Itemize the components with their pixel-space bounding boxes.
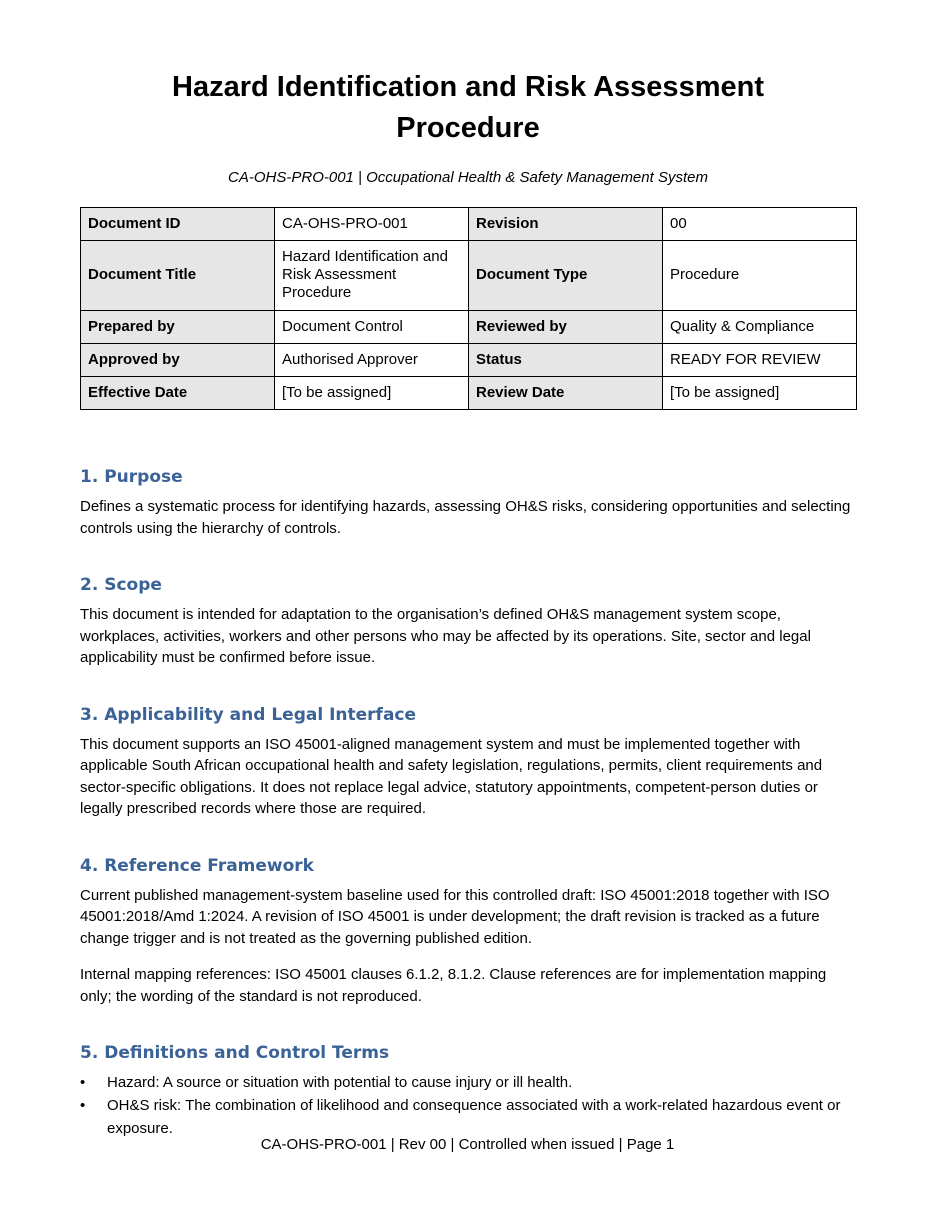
section-reference-framework xyxy=(80,855,856,1008)
section-definitions xyxy=(80,1042,856,1140)
section-paragraph: This document is intended for adaptation to the organisation’s defined OH&S management system scope, workplaces, activities, workers and other persons who may be affected by its operations. Site, sector and legal applicability must be confirmed before issue. xyxy=(80,606,811,666)
document-title-line-1: Hazard Identification and Risk Assessment xyxy=(172,71,764,103)
metadata-label: Status xyxy=(469,344,663,377)
definition-text: OH&S risk: The combination of likelihood and consequence associated with a work-related hazardous event or exposure. xyxy=(107,1097,841,1137)
document-title xyxy=(80,67,856,149)
section-scope xyxy=(80,574,856,669)
metadata-label: Document Title xyxy=(81,241,275,311)
metadata-label: Effective Date xyxy=(81,377,275,410)
section-applicability xyxy=(80,704,856,820)
metadata-label: Revision xyxy=(469,208,663,241)
section-heading: 2. Scope xyxy=(80,575,162,595)
section-paragraph: Defines a systematic process for identifying hazards, assessing OH&S risks, considering opportunities and selecting controls using the hierarchy of controls. xyxy=(80,498,851,537)
metadata-row-document-id xyxy=(81,208,857,241)
metadata-value: 00 xyxy=(663,208,857,241)
status-value: READY FOR REVIEW xyxy=(663,344,857,377)
metadata-label: Reviewed by xyxy=(469,311,663,344)
definition-text: Hazard: A source or situation with potential to cause injury or ill health. xyxy=(107,1074,573,1091)
metadata-row-prepared-by xyxy=(81,311,857,344)
document-title-line-2: Procedure xyxy=(396,112,540,144)
section-heading: 3. Applicability and Legal Interface xyxy=(80,704,417,725)
definitions-list xyxy=(80,1071,856,1140)
metadata-value: Authorised Approver xyxy=(275,344,469,377)
metadata-label: Prepared by xyxy=(81,311,275,344)
metadata-value: CA-OHS-PRO-001 xyxy=(275,208,469,241)
metadata-value: Hazard Identification and Risk Assessment Procedure xyxy=(275,241,469,311)
list-item xyxy=(80,1094,856,1140)
section-heading: 5. Definitions and Control Terms xyxy=(80,1043,390,1063)
section-purpose xyxy=(80,466,856,539)
section-heading: 1. Purpose xyxy=(80,467,183,487)
document-metadata-table xyxy=(80,207,857,410)
document-page xyxy=(80,0,856,1140)
metadata-value: Document Control xyxy=(275,311,469,344)
section-heading: 4. Reference Framework xyxy=(80,855,314,876)
section-paragraph: Current published management-system baseline used for this controlled draft: ISO 45001:2018 together with ISO 45001:2018/Amd 1:2024. A revision of ISO 45001 is under development; the draft revision is tracked as a future change trigger and is not treated as the governing published edition. xyxy=(80,886,830,947)
metadata-label: Approved by xyxy=(81,344,275,377)
metadata-row-document-title xyxy=(81,241,857,311)
bullet-icon: • xyxy=(80,1097,86,1114)
metadata-row-effective-date xyxy=(81,377,857,410)
bullet-icon: • xyxy=(80,1074,86,1091)
document-subtitle: CA-OHS-PRO-001 | Occupational Health & Safety Management System xyxy=(228,169,708,186)
metadata-label: Document Type xyxy=(469,241,663,311)
metadata-value: [To be assigned] xyxy=(663,377,857,410)
metadata-row-approved-by xyxy=(81,344,857,377)
metadata-value: Quality & Compliance xyxy=(663,311,857,344)
section-paragraph: Internal mapping references: ISO 45001 clauses 6.1.2, 8.1.2. Clause references are for implementation mapping only; the wording of the standard is not reproduced. xyxy=(80,966,827,1005)
metadata-label: Review Date xyxy=(469,377,663,410)
metadata-value: [To be assigned] xyxy=(275,377,469,410)
metadata-value: Procedure xyxy=(663,241,857,311)
list-item xyxy=(80,1071,856,1094)
section-paragraph: This document supports an ISO 45001-aligned management system and must be implemented together with applicable South African occupational health and safety legislation, regulations, permits, client requirements and sector-specific obligations. It does not replace legal advice, statutory appointments, competent-person duties or legally prescribed records where those are required. xyxy=(80,735,823,817)
metadata-label: Document ID xyxy=(81,208,275,241)
page-footer: CA-OHS-PRO-001 | Rev 00 | Controlled when issued | Page 1 xyxy=(260,1136,675,1153)
